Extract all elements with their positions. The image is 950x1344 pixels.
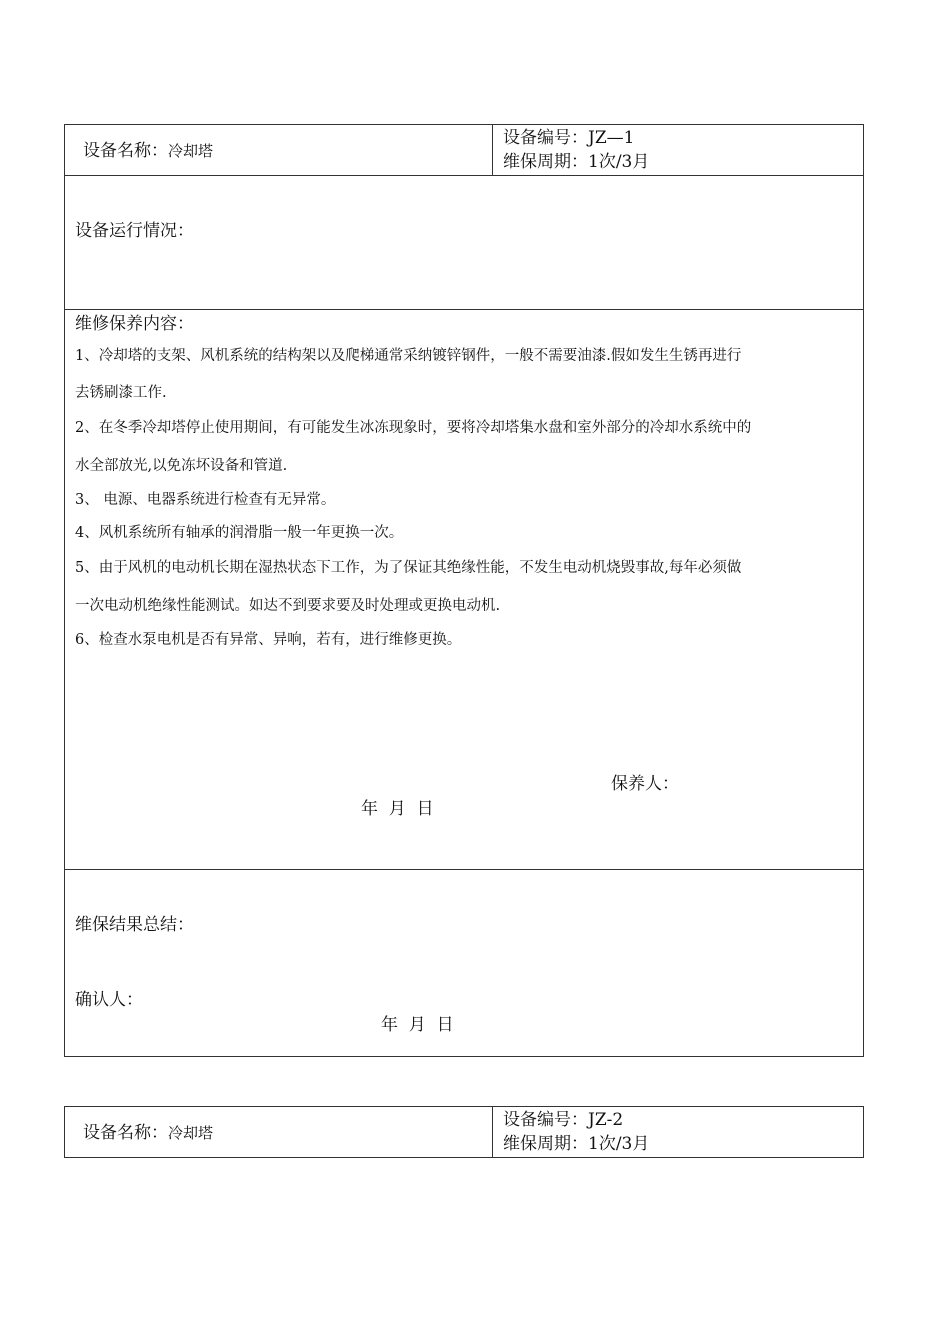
equipment-code-value: JZ—1 [588,128,635,148]
maintenance-item-line: 1、冷却塔的支架、风机系统的结构架以及爬梯通常采纳镀锌钢件，一般不需要油漆.假如发生生锈再进行 [75,348,742,364]
maintenance-item-line: 4、风机系统所有轴承的润滑脂一般一年更换一次。 [75,525,404,541]
form-1-divider-header-column [492,124,493,175]
summary-date: 年 月 日 [381,1015,454,1035]
maintenance-period-field [503,152,649,172]
maintenance-period-field [503,1134,649,1154]
maintenance-period-value: 1次/3月 [588,1134,650,1154]
equipment-code-field [503,128,634,148]
equipment-code-label: 设备编号： [503,1110,588,1130]
form-1-divider-operation [64,309,864,310]
maintenance-item-line: 2、在冬季冷却塔停止使用期间，有可能发生冰冻现象时，要将冷却塔集水盘和室外部分的冷却水系统中的 [75,420,752,436]
equipment-code-value: JZ-2 [588,1110,624,1130]
equipment-name-field [83,1123,213,1143]
maintenance-item-line: 去锈刷漆工作. [75,385,167,401]
maintenance-date: 年 月 日 [361,799,434,819]
form-2-divider-header-column [492,1106,493,1158]
equipment-code-label: 设备编号： [503,128,588,148]
maintainer-signature-label: 保养人： [611,774,679,794]
maintenance-content-title: 维修保养内容： [75,314,194,334]
equipment-name-value: 冷却塔 [168,142,214,160]
confirmer-signature-label: 确认人： [75,990,143,1010]
equipment-code-field [503,1110,623,1130]
maintenance-item-line: 6、检查水泵电机是否有异常、异响，若有，进行维修更换。 [75,632,462,648]
maintenance-period-label: 维保周期： [503,152,588,172]
operation-status-label: 设备运行情况： [75,221,194,241]
summary-title: 维保结果总结： [75,915,194,935]
maintenance-item-line: 一次电动机绝缘性能测试。如达不到要求要及时处理或更换电动机. [75,598,501,614]
equipment-name-field [83,141,213,161]
equipment-name-value: 冷却塔 [168,1124,214,1142]
maintenance-period-value: 1次/3月 [588,152,650,172]
maintenance-item-line: 3、 电源、电器系统进行检查有无异常。 [75,492,336,508]
form-1-divider-header [64,175,864,176]
equipment-name-label: 设备名称： [83,141,168,161]
form-1-divider-content [64,869,864,870]
maintenance-item-line: 水全部放光,以免冻坏设备和管道. [75,458,288,474]
maintenance-period-label: 维保周期： [503,1134,588,1154]
equipment-name-label: 设备名称： [83,1123,168,1143]
maintenance-item-line: 5、由于风机的电动机长期在湿热状态下工作，为了保证其绝缘性能，不发生电动机烧毁事故,每年必须做 [75,560,742,576]
